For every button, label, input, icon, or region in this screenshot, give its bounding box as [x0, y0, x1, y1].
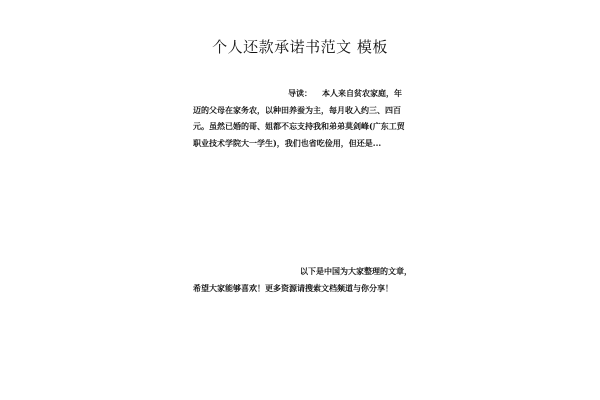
- intro-paragraph: [193, 85, 409, 151]
- intro-text: 本人来自贫农家庭，年迈的父母在家务农，以种田养蚕为主，每月收入约三、四百元。虽然已婚的哥、姐都不忘支持我和弟弟莫剑峰(广东工贸职业技术学院大一学生)，我们也省吃俭用，但还是...: [193, 88, 405, 148]
- closing-line-2: 希望大家能够喜欢！更多资源请搜索文档频道与你分享！: [193, 283, 393, 293]
- document-title: 个人还款承诺书范文 模板: [212, 38, 388, 56]
- intro-label: 导读：: [288, 88, 312, 98]
- closing-line-1: 以下是中国为大家整理的文章，: [300, 266, 412, 276]
